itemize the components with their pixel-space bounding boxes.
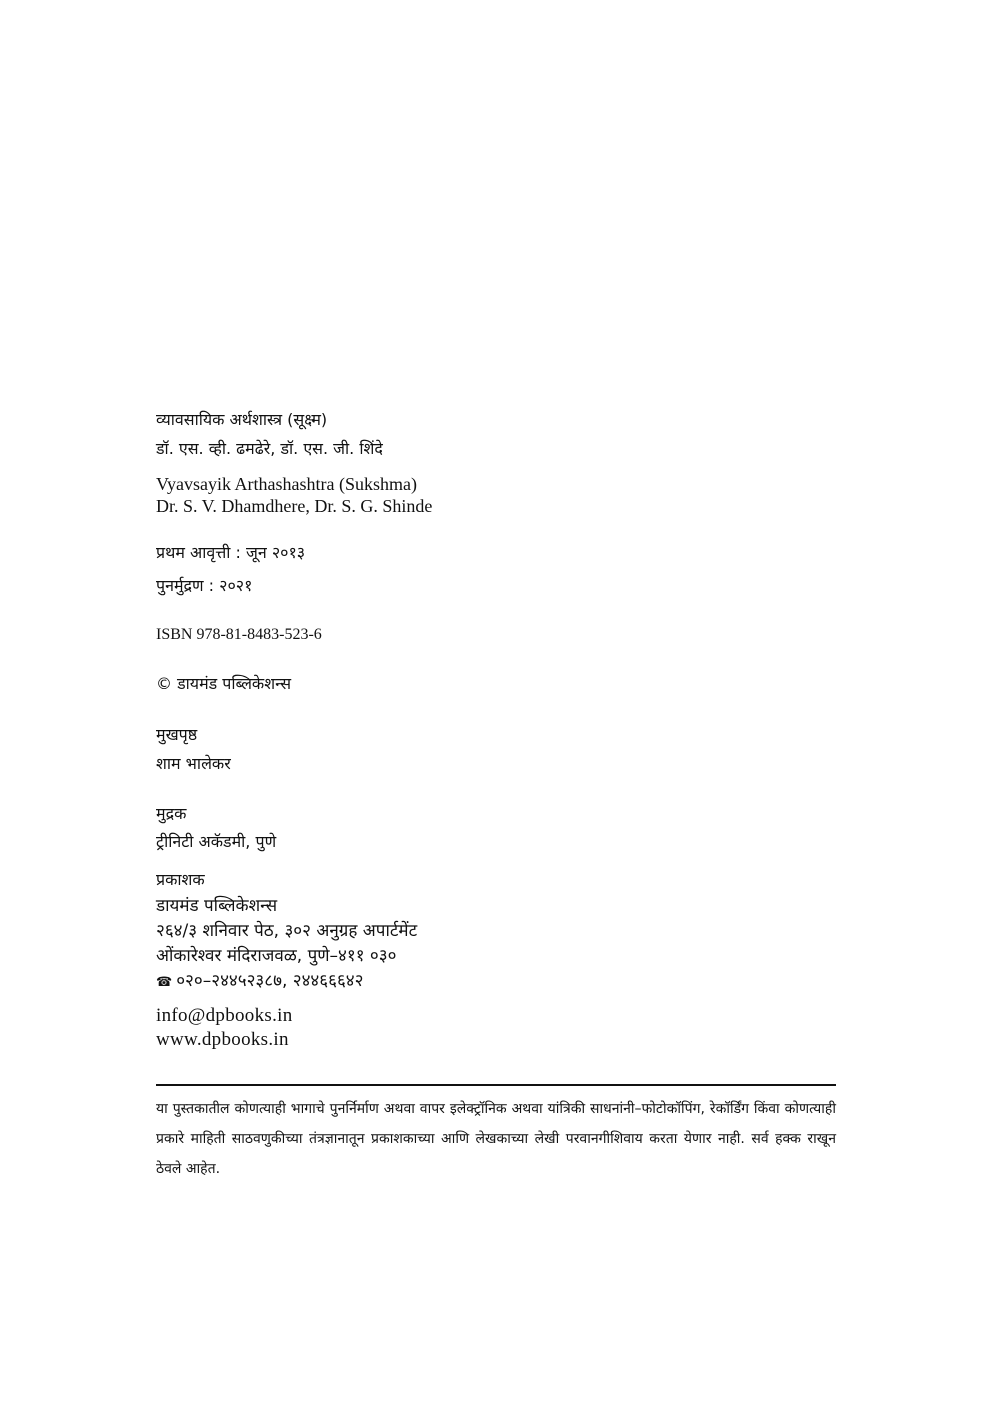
publisher-website[interactable]: www.dpbooks.in	[156, 1029, 289, 1050]
phone-icon: ☎	[156, 975, 173, 990]
reprint: पुनर्मुद्रण : २०२१	[156, 576, 253, 595]
authors-english: Dr. S. V. Dhamdhere, Dr. S. G. Shinde	[156, 496, 433, 516]
first-edition: प्रथम आवृत्ती : जून २०१३	[156, 543, 306, 562]
cover-heading: मुखपृष्ठ	[156, 725, 198, 744]
cover-designer: शाम भालेकर	[156, 754, 231, 773]
rights-notice: या पुस्तकातील कोणत्याही भागाचे पुनर्निर्माण अथवा वापर इलेक्ट्रॉनिक अथवा यांत्रिकी साधनांनी–फोटोकॉपिंग, रेकॉर्डिंग किंवा कोणत्याही प्रकारे माहिती साठवणुकीच्या तंत्रज्ञानातून प्रकाशकाच्या आणि लेखकाच्या लेखी परवानगीशिवाय करता येणार नाही. सर्व हक्क राखून ठेवले आहेत.	[156, 1101, 836, 1177]
publisher-name: डायमंड पब्लिकेशन्स	[156, 896, 278, 916]
publisher-phone-line	[156, 973, 363, 990]
copyright-notice: © डायमंड पब्लिकेशन्स	[156, 674, 292, 693]
publisher-phone: ०२०–२४४५२३८७, २४४६६६४२	[176, 971, 364, 991]
notice-divider	[156, 1084, 836, 1086]
book-title-marathi: व्यावसायिक अर्थशास्त्र (सूक्ष्म)	[156, 410, 328, 429]
publisher-address-line2: ओंकारेश्वर मंदिराजवळ, पुणे–४११ ०३०	[156, 946, 397, 966]
book-title-english: Vyavsayik Arthashashtra (Sukshma)	[156, 474, 417, 494]
publisher-email[interactable]: info@dpbooks.in	[156, 1005, 293, 1026]
printer-heading: मुद्रक	[156, 804, 187, 823]
publisher-address-line1: २६४/३ शनिवार पेठ, ३०२ अनुग्रह अपार्टमेंट	[156, 921, 418, 941]
isbn: ISBN 978-81-8483-523-6	[156, 626, 322, 643]
publisher-heading: प्रकाशक	[156, 870, 205, 889]
printer-name: ट्रीनिटी अकॅडमी, पुणे	[156, 832, 277, 851]
authors-marathi: डॉ. एस. व्ही. ढमढेरे, डॉ. एस. जी. शिंदे	[156, 439, 383, 458]
